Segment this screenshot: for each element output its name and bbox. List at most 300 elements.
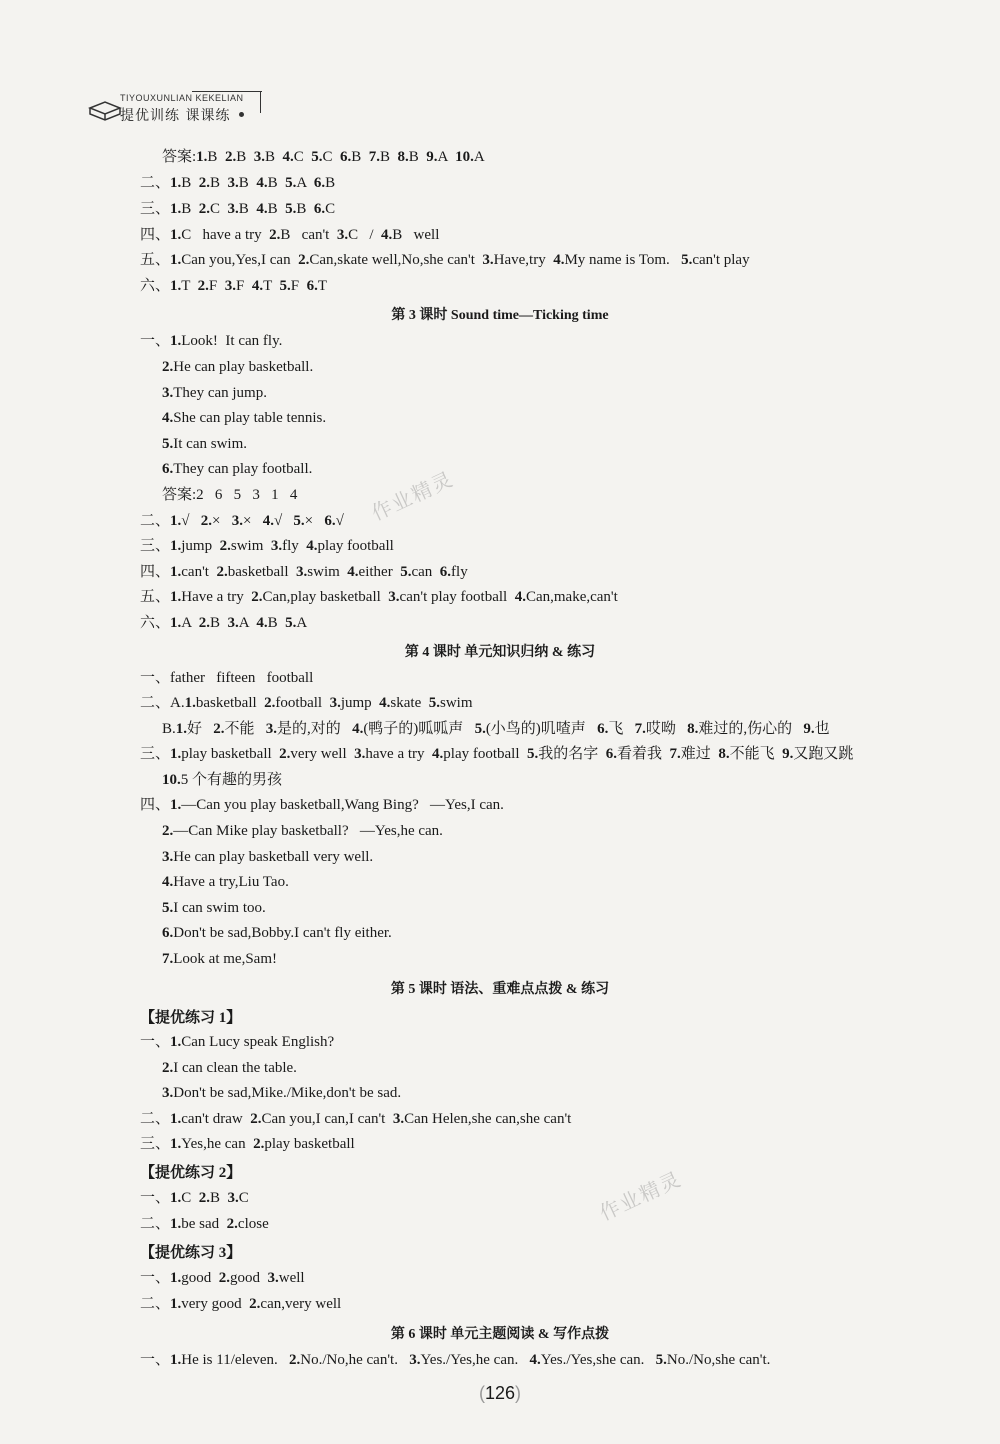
answer-line xyxy=(162,873,289,891)
answer-text: Can Lucy speak English? xyxy=(181,1034,335,1050)
answer-text: C xyxy=(181,1190,199,1206)
answer-text: × xyxy=(242,513,263,529)
answer-text: —Can Mike play basketball? —Yes,he can. xyxy=(173,823,443,839)
answer-text: 三、 xyxy=(140,201,171,217)
item-number: 4. xyxy=(282,149,294,165)
item-number: 2. xyxy=(198,201,211,217)
answer-text: swim xyxy=(307,564,348,580)
answer-text: 一、 xyxy=(140,1352,171,1368)
answer-text: play basketball xyxy=(181,746,280,762)
answer-text: B xyxy=(238,201,257,217)
answer-text: I can swim too. xyxy=(173,900,266,916)
item-number: 2. xyxy=(264,695,276,711)
answer-text: 飞 xyxy=(608,721,635,737)
answer-text: can xyxy=(411,564,440,580)
answer-text: (鸭子的)呱呱声 xyxy=(363,721,475,737)
item-number: 1. xyxy=(170,1136,182,1152)
answer-text: C / xyxy=(348,227,382,243)
item-number: 1. xyxy=(184,695,196,711)
answer-text: T xyxy=(263,278,280,294)
answer-text: (小鸟的)叽喳声 xyxy=(485,721,598,737)
answer-text: can't draw xyxy=(181,1111,251,1127)
answer-text: C have a try xyxy=(181,227,270,243)
item-number: 4. xyxy=(514,589,526,605)
answer-text: Can,skate well,No,she can't xyxy=(309,252,483,268)
answer-text: Can,play basketball xyxy=(262,589,389,605)
item-number: 5. xyxy=(285,615,297,631)
answer-text: C xyxy=(325,201,336,217)
answer-text: close xyxy=(237,1216,269,1232)
answer-text: B xyxy=(236,149,254,165)
answer-text: He can play basketball very well. xyxy=(173,849,374,865)
answer-text: Have a try xyxy=(181,589,252,605)
answer-line xyxy=(162,358,313,376)
item-number: 6. xyxy=(306,278,318,294)
answer-text: They can jump. xyxy=(173,385,267,401)
answer-text: B xyxy=(325,175,336,191)
answer-text: 答案:2 6 5 3 1 4 xyxy=(162,487,298,503)
item-number: 5. xyxy=(655,1352,667,1368)
answer-text: 五、 xyxy=(140,589,171,605)
answer-text: 5 个有趣的男孩 xyxy=(180,772,283,788)
answer-text: C xyxy=(322,149,340,165)
item-number: 4. xyxy=(529,1352,541,1368)
item-number: 1. xyxy=(175,721,188,737)
answer-line xyxy=(140,1033,334,1051)
item-number: 2. xyxy=(279,746,291,762)
answer-text: I can clean the table. xyxy=(173,1060,297,1076)
answer-line xyxy=(140,537,394,555)
item-number: 1. xyxy=(170,1296,182,1312)
answer-text: B xyxy=(267,201,286,217)
item-number: 8. xyxy=(397,149,409,165)
item-number: 4. xyxy=(262,513,274,529)
open-book-icon xyxy=(88,94,122,124)
item-number: 5. xyxy=(285,201,297,217)
answer-text: B xyxy=(238,175,257,191)
answer-text: Can Helen,she can,she can't xyxy=(404,1111,572,1127)
item-number: 6. xyxy=(324,513,336,529)
answer-text: 五、 xyxy=(140,252,171,268)
answer-text: B xyxy=(380,149,398,165)
item-number: 4. xyxy=(379,695,391,711)
item-number: 10. xyxy=(162,772,181,788)
item-number: 1. xyxy=(170,564,182,580)
answer-line xyxy=(162,950,277,968)
answer-text: Can you,Yes,I can xyxy=(181,252,299,268)
answer-text: 二、A. xyxy=(140,695,185,711)
answer-text: √ xyxy=(273,513,294,529)
answer-text: A xyxy=(473,149,485,165)
item-number: 2. xyxy=(289,1352,301,1368)
item-number: 2. xyxy=(213,721,225,737)
header-rule-vertical xyxy=(260,91,261,113)
answer-text: B xyxy=(181,175,199,191)
item-number: 3. xyxy=(392,1111,405,1127)
item-number: 3. xyxy=(329,695,341,711)
answer-line xyxy=(140,745,853,763)
answer-line xyxy=(162,924,392,942)
answer-text: Yes./Yes,she can. xyxy=(540,1352,656,1368)
answer-line xyxy=(162,848,373,866)
answer-text: 二、 xyxy=(140,1296,171,1312)
answer-line xyxy=(162,771,282,789)
answer-text: good xyxy=(230,1270,268,1286)
item-number: 1. xyxy=(170,175,182,191)
item-number: 3. xyxy=(265,721,278,737)
answer-text: 好 xyxy=(187,721,214,737)
answer-text: can't xyxy=(181,564,217,580)
answer-text: Have,try xyxy=(493,252,554,268)
answer-text: very good xyxy=(181,1296,250,1312)
answer-text: 四、 xyxy=(140,564,171,580)
answer-text: swim xyxy=(440,695,473,711)
item-number: 5. xyxy=(428,695,440,711)
answer-text: C xyxy=(293,149,312,165)
answer-line xyxy=(162,899,266,917)
item-number: 4. xyxy=(162,410,174,426)
answer-text: B xyxy=(210,175,228,191)
item-number: 2. xyxy=(162,1060,174,1076)
book-header xyxy=(88,86,268,130)
item-number: 4. xyxy=(256,201,268,217)
item-number: 3. xyxy=(267,1270,279,1286)
answer-text: Can you,I can,I can't xyxy=(261,1111,393,1127)
item-number: 5. xyxy=(293,513,305,529)
answer-line xyxy=(162,486,297,504)
answer-text: 难过 xyxy=(680,746,719,762)
answer-line xyxy=(140,251,750,269)
answer-text: F xyxy=(208,278,225,294)
answer-text: B xyxy=(296,201,314,217)
item-number: 1. xyxy=(170,227,182,243)
item-number: 3. xyxy=(336,227,349,243)
answer-text: Have a try,Liu Tao. xyxy=(173,874,289,890)
item-number: 1. xyxy=(170,278,182,294)
item-number: 3. xyxy=(224,278,237,294)
answer-text: swim xyxy=(230,538,271,554)
item-number: 2. xyxy=(197,278,209,294)
answer-line xyxy=(140,669,313,687)
answer-line xyxy=(140,563,468,581)
answer-text: A xyxy=(296,615,308,631)
answer-text: A xyxy=(238,615,257,631)
answer-line xyxy=(162,435,247,453)
item-number: 3. xyxy=(296,564,308,580)
item-number: 1. xyxy=(170,201,182,217)
answer-line xyxy=(162,720,830,738)
answer-text: jump xyxy=(340,695,380,711)
item-number: 1. xyxy=(170,746,182,762)
answer-text: 二、 xyxy=(140,1216,171,1232)
answer-text: B xyxy=(351,149,369,165)
answer-text: 哎呦 xyxy=(645,721,688,737)
answer-text: She can play table tennis. xyxy=(173,410,327,426)
answer-text: A xyxy=(296,175,314,191)
answer-line xyxy=(162,148,485,166)
item-number: 3. xyxy=(231,513,243,529)
answer-text: Don't be sad,Mike./Mike,don't be sad. xyxy=(173,1085,402,1101)
answer-text: Yes./Yes,he can. xyxy=(420,1352,530,1368)
item-number: 9. xyxy=(803,721,815,737)
item-number: 4. xyxy=(256,175,268,191)
answer-text: Look! It can fly. xyxy=(181,333,283,349)
answer-text: 三、 xyxy=(140,538,171,554)
answer-line xyxy=(140,512,344,530)
answer-text: No./No,she can't. xyxy=(666,1352,771,1368)
answer-line xyxy=(140,1269,305,1287)
answer-line xyxy=(162,1059,297,1077)
item-number: 2. xyxy=(198,175,211,191)
lesson-title: 第 3 课时 Sound time—Ticking time xyxy=(391,308,609,323)
answer-text: 难过的,伤心的 xyxy=(698,721,804,737)
answer-text: —Can you play basketball,Wang Bing? —Yes,I can. xyxy=(181,797,504,813)
answer-text: football xyxy=(275,695,330,711)
answer-text: 六、 xyxy=(140,615,171,631)
answer-text: A xyxy=(437,149,456,165)
answer-text: 答案: xyxy=(162,149,197,165)
item-number: 4. xyxy=(432,746,444,762)
item-number: 7. xyxy=(368,149,381,165)
answer-text: B xyxy=(408,149,427,165)
answer-text: No./No,he can't. xyxy=(300,1352,410,1368)
answer-text: jump xyxy=(181,538,220,554)
answer-text: Yes,he can xyxy=(181,1136,254,1152)
answer-text: B xyxy=(210,1190,228,1206)
item-number: 5. xyxy=(474,721,486,737)
item-number: 3. xyxy=(354,746,366,762)
item-number: 8. xyxy=(687,721,699,737)
item-number: 6. xyxy=(162,461,174,477)
item-number: 3. xyxy=(227,175,239,191)
answer-text: √ xyxy=(335,513,344,529)
item-number: 5. xyxy=(311,149,323,165)
item-number: 1. xyxy=(170,615,182,631)
answer-text: C xyxy=(210,201,228,217)
answer-text: 也 xyxy=(814,721,830,737)
answer-text: He can play basketball. xyxy=(173,359,314,375)
item-number: 5. xyxy=(162,436,174,452)
item-number: 3. xyxy=(482,252,494,268)
answer-text: T xyxy=(317,278,328,294)
item-number: 2. xyxy=(269,227,281,243)
answer-line xyxy=(140,277,327,295)
item-number: 1. xyxy=(196,149,208,165)
answer-text: well xyxy=(278,1270,305,1286)
answer-text: × xyxy=(304,513,325,529)
item-number: 1. xyxy=(170,333,182,349)
item-number: 3. xyxy=(227,615,239,631)
header-title: 提优训练 课课练 xyxy=(120,108,231,124)
answer-text: It can swim. xyxy=(173,436,247,452)
item-number: 2. xyxy=(200,513,212,529)
answer-text: either xyxy=(358,564,401,580)
answer-line xyxy=(140,1135,355,1153)
item-number: 2. xyxy=(162,823,174,839)
answer-text: × xyxy=(212,513,232,529)
item-number: 1. xyxy=(170,797,182,813)
answer-text: F xyxy=(236,278,252,294)
item-number: 4. xyxy=(352,721,364,737)
item-number: 6. xyxy=(597,721,609,737)
answer-text: B xyxy=(181,201,199,217)
item-number: 6. xyxy=(162,925,174,941)
answer-text: He is 11/eleven. xyxy=(181,1352,290,1368)
answer-text: 六、 xyxy=(140,278,171,294)
item-number: 1. xyxy=(170,252,182,268)
answer-text: My name is Tom. xyxy=(564,252,682,268)
item-number: 7. xyxy=(669,746,681,762)
answer-line xyxy=(140,1189,249,1207)
item-number: 3. xyxy=(227,201,239,217)
item-number: 5. xyxy=(681,252,693,268)
answer-text: 二、 xyxy=(140,1111,171,1127)
item-number: 5. xyxy=(279,278,291,294)
answer-text: 一、 xyxy=(140,333,171,349)
item-number: 2. xyxy=(250,1111,262,1127)
answer-text: play football xyxy=(317,538,394,554)
lesson-title: 第 5 课时 语法、重难点点拨 & 练习 xyxy=(390,982,610,997)
answer-line xyxy=(140,1295,341,1313)
answer-line xyxy=(140,588,618,606)
answer-text: 二、 xyxy=(140,513,171,529)
item-number: 1. xyxy=(170,1111,182,1127)
answer-text: play football xyxy=(443,746,528,762)
item-number: 4. xyxy=(162,874,174,890)
answer-text: F xyxy=(290,278,307,294)
watermark: 作业精灵 xyxy=(367,466,458,526)
lesson-title: 第 6 课时 单元主题阅读 & 写作点拨 xyxy=(390,1327,610,1342)
item-number: 5. xyxy=(285,175,297,191)
answer-text: Can,make,can't xyxy=(525,589,618,605)
answer-text: play basketball xyxy=(264,1136,355,1152)
item-number: 3. xyxy=(162,1085,174,1101)
answer-text: A xyxy=(181,615,199,631)
item-number: 9. xyxy=(782,746,794,762)
answer-line xyxy=(140,1351,770,1369)
item-number: 5. xyxy=(400,564,412,580)
item-number: 3. xyxy=(227,1190,239,1206)
item-number: 1. xyxy=(170,513,182,529)
answer-line xyxy=(162,822,443,840)
item-number: 9. xyxy=(426,149,438,165)
item-number: 1. xyxy=(170,1034,182,1050)
answer-line xyxy=(162,1084,401,1102)
answer-text: B xyxy=(210,615,228,631)
answer-line xyxy=(140,226,439,244)
item-number: 2. xyxy=(218,1270,231,1286)
page-number xyxy=(470,1380,530,1406)
answer-line xyxy=(140,1215,269,1233)
item-number: 1. xyxy=(170,1190,182,1206)
right-bracket-icon: ) xyxy=(515,1383,522,1403)
answer-text: 一、 xyxy=(140,1034,171,1050)
answer-line xyxy=(140,174,335,192)
answer-text: C xyxy=(238,1190,249,1206)
item-number: 1. xyxy=(170,1216,182,1232)
answer-line xyxy=(162,384,267,402)
answer-text: very well xyxy=(290,746,355,762)
lesson-title: 第 4 课时 单元知识归纳 & 练习 xyxy=(404,645,596,660)
answer-text: 是的,对的 xyxy=(277,721,353,737)
item-number: 5. xyxy=(527,746,539,762)
item-number: 2. xyxy=(224,149,237,165)
answer-text: B xyxy=(207,149,225,165)
answer-text: T xyxy=(181,278,198,294)
item-number: 3. xyxy=(253,149,265,165)
answer-text: B well xyxy=(392,227,440,243)
answer-line xyxy=(140,796,504,814)
answer-text: skate xyxy=(390,695,429,711)
item-number: 1. xyxy=(170,589,182,605)
answer-text: can't play football xyxy=(399,589,515,605)
item-number: 2. xyxy=(162,359,174,375)
item-number: 2. xyxy=(253,1136,265,1152)
answer-text: Look at me,Sam! xyxy=(173,951,277,967)
left-bracket-icon: ( xyxy=(478,1383,485,1403)
item-number: 3. xyxy=(409,1352,421,1368)
item-number: 2. xyxy=(198,1190,211,1206)
answer-line xyxy=(162,460,312,478)
answer-text: fly xyxy=(451,564,468,580)
item-number: 7. xyxy=(162,951,174,967)
answer-text: be sad xyxy=(181,1216,227,1232)
answer-text: B can't xyxy=(280,227,337,243)
answer-text: B xyxy=(264,149,283,165)
answer-line xyxy=(140,200,335,218)
page-number-value: 126 xyxy=(484,1383,516,1403)
answer-line xyxy=(140,694,473,712)
answer-text: √ xyxy=(181,513,201,529)
item-number: 2. xyxy=(298,252,310,268)
item-number: 3. xyxy=(162,385,174,401)
practice-tag: 【提优练习 3】 xyxy=(140,1245,242,1261)
item-number: 5. xyxy=(162,900,174,916)
item-number: 7. xyxy=(634,721,646,737)
item-number: 2. xyxy=(226,1216,238,1232)
answer-text: basketball xyxy=(195,695,265,711)
answer-line xyxy=(162,409,326,427)
answer-text: Don't be sad,Bobby.I can't fly either. xyxy=(173,925,392,941)
answer-line xyxy=(140,614,307,632)
answer-text: They can play football. xyxy=(173,461,313,477)
header-dot xyxy=(239,112,244,117)
answer-text: can,very well xyxy=(260,1296,342,1312)
answer-text: have a try xyxy=(365,746,433,762)
item-number: 1. xyxy=(170,1352,182,1368)
watermark: 作业精灵 xyxy=(595,1166,686,1226)
answer-text: 又跑又跳 xyxy=(793,746,854,762)
item-number: 8. xyxy=(718,746,730,762)
item-number: 3. xyxy=(388,589,400,605)
item-number: 2. xyxy=(249,1296,261,1312)
header-rule xyxy=(192,91,262,92)
item-number: 3. xyxy=(162,849,174,865)
item-number: 3. xyxy=(270,538,283,554)
answer-text: 我的名字 xyxy=(538,746,606,762)
answer-text: B. xyxy=(162,721,176,737)
answer-text: 三、 xyxy=(140,746,171,762)
answer-text: 一、 xyxy=(140,1190,171,1206)
answer-text: 不能 xyxy=(224,721,266,737)
item-number: 4. xyxy=(251,278,264,294)
item-number: 2. xyxy=(219,538,231,554)
item-number: 1. xyxy=(170,538,182,554)
answer-text: 看着我 xyxy=(617,746,670,762)
item-number: 6. xyxy=(605,746,618,762)
item-number: 4. xyxy=(381,227,393,243)
answer-text: 四、 xyxy=(140,227,171,243)
